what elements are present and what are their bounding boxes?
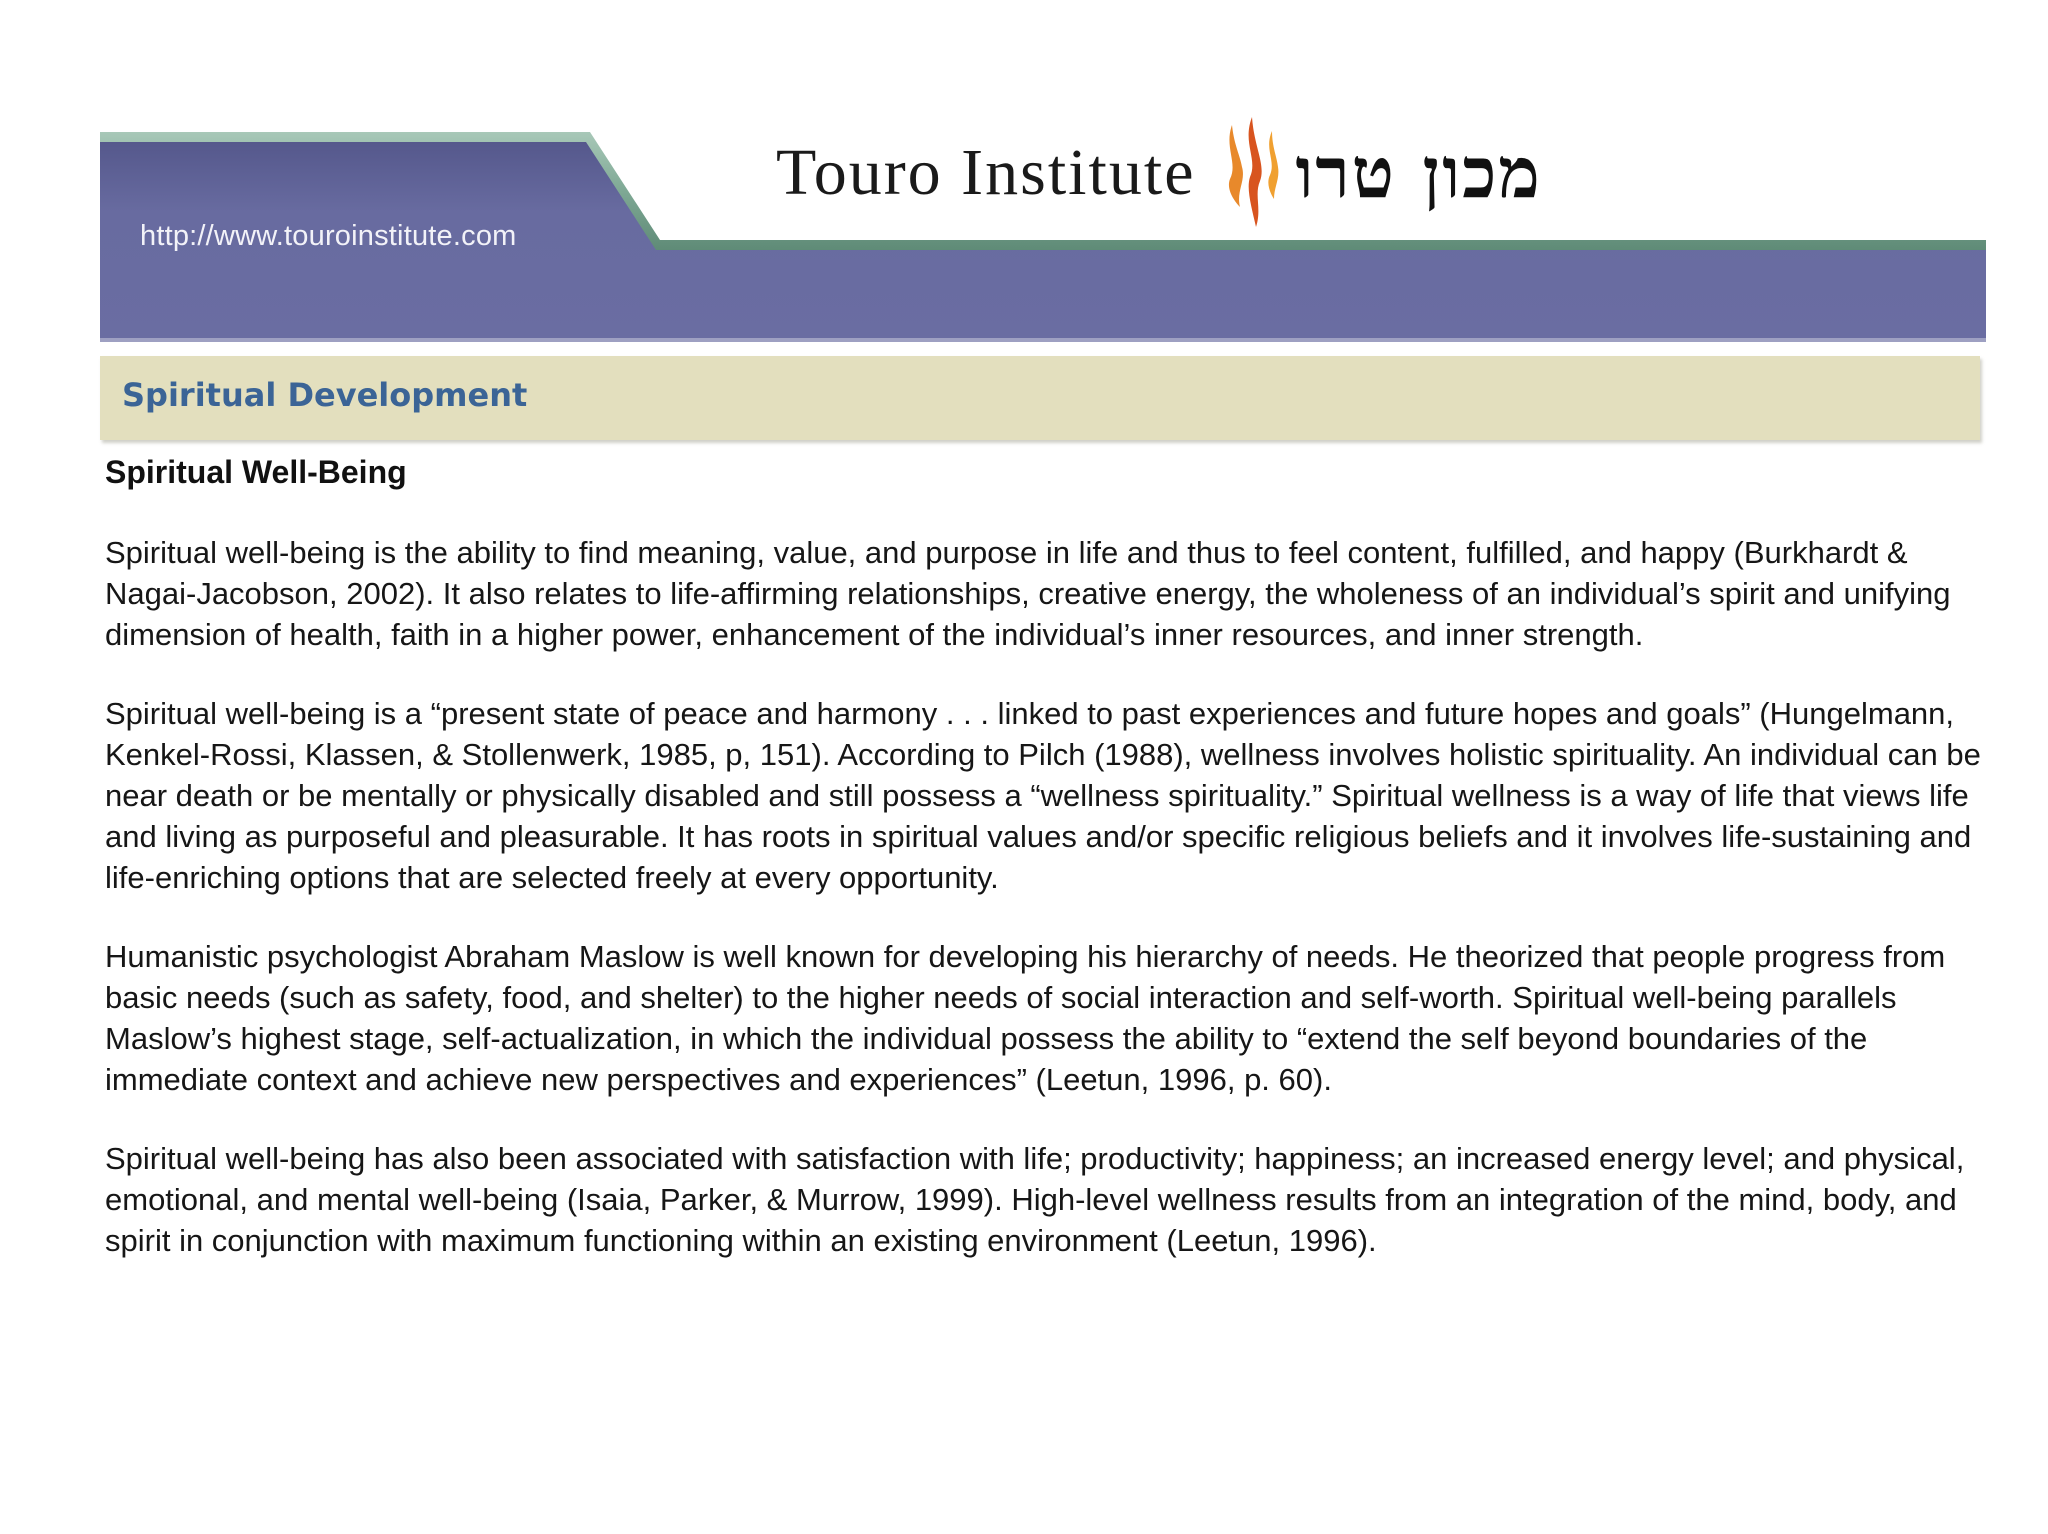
- section-title: Spiritual Development: [122, 376, 528, 414]
- header-banner: [100, 132, 1986, 342]
- paragraph-associations: Spiritual well-being has also been associated with satisfaction with life; productivity; happiness; an increased energy level; and physical, emotional, and mental well-being (Isaia, Parker, & Murrow, 1999). High-level wellness results from an integration of the mind, body, and spirit in conjunction with maximum functioning within an existing environment (Leetun, 1996).: [105, 1141, 1965, 1258]
- brand-logo: [776, 118, 1542, 228]
- article-heading: Spiritual Well-Being: [105, 454, 407, 490]
- website-url[interactable]: http://www.touroinstitute.com: [140, 220, 517, 252]
- paragraph-peace-harmony: Spiritual well-being is a “present state of peace and harmony . . . linked to past experiences and future hopes and goals” (Hungelmann, Kenkel-Rossi, Klassen, & Stollenwerk, 1985, p, 151). According to Pilch (1988), wellness involves holistic spirituality. An individual can be near death or be mentally or physically disabled and still possess a “wellness spirituality.” Spiritual wellness is a way of life that views life and living as purposeful and pleasurable. It has roots in spiritual values and/or specific religious beliefs and it involves life-sustaining and life-enriching options that are selected freely at every opportunity.: [105, 696, 1981, 895]
- paragraph-definition: Spiritual well-being is the ability to find meaning, value, and purpose in life and thus to feel content, fulfilled, and happy (Burkhardt & Nagai-Jacobson, 2002). It also relates to life-affirming relationships, creative energy, the wholeness of an individual’s spirit and unifying dimension of health, faith in a higher power, enhancement of the individual’s inner resources, and inner strength.: [105, 535, 1951, 652]
- article-content: [105, 450, 1985, 1261]
- paragraph-maslow: Humanistic psychologist Abraham Maslow is well known for developing his hierarchy of needs. He theorized that people progress from basic needs (such as safety, food, and shelter) to the higher needs of social interaction and self-worth. Spiritual well-being parallels Maslow’s highest stage, self-actualization, in which the individual possess the ability to “extend the self beyond boundaries of the immediate context and achieve new perspectives and experiences” (Leetun, 1996, p. 60).: [105, 939, 1946, 1097]
- brand-hebrew-name: מכון טרו: [1295, 131, 1542, 214]
- brand-name: Touro Institute: [776, 136, 1196, 209]
- flame-icon: [1220, 117, 1282, 229]
- section-bar: [100, 356, 1980, 440]
